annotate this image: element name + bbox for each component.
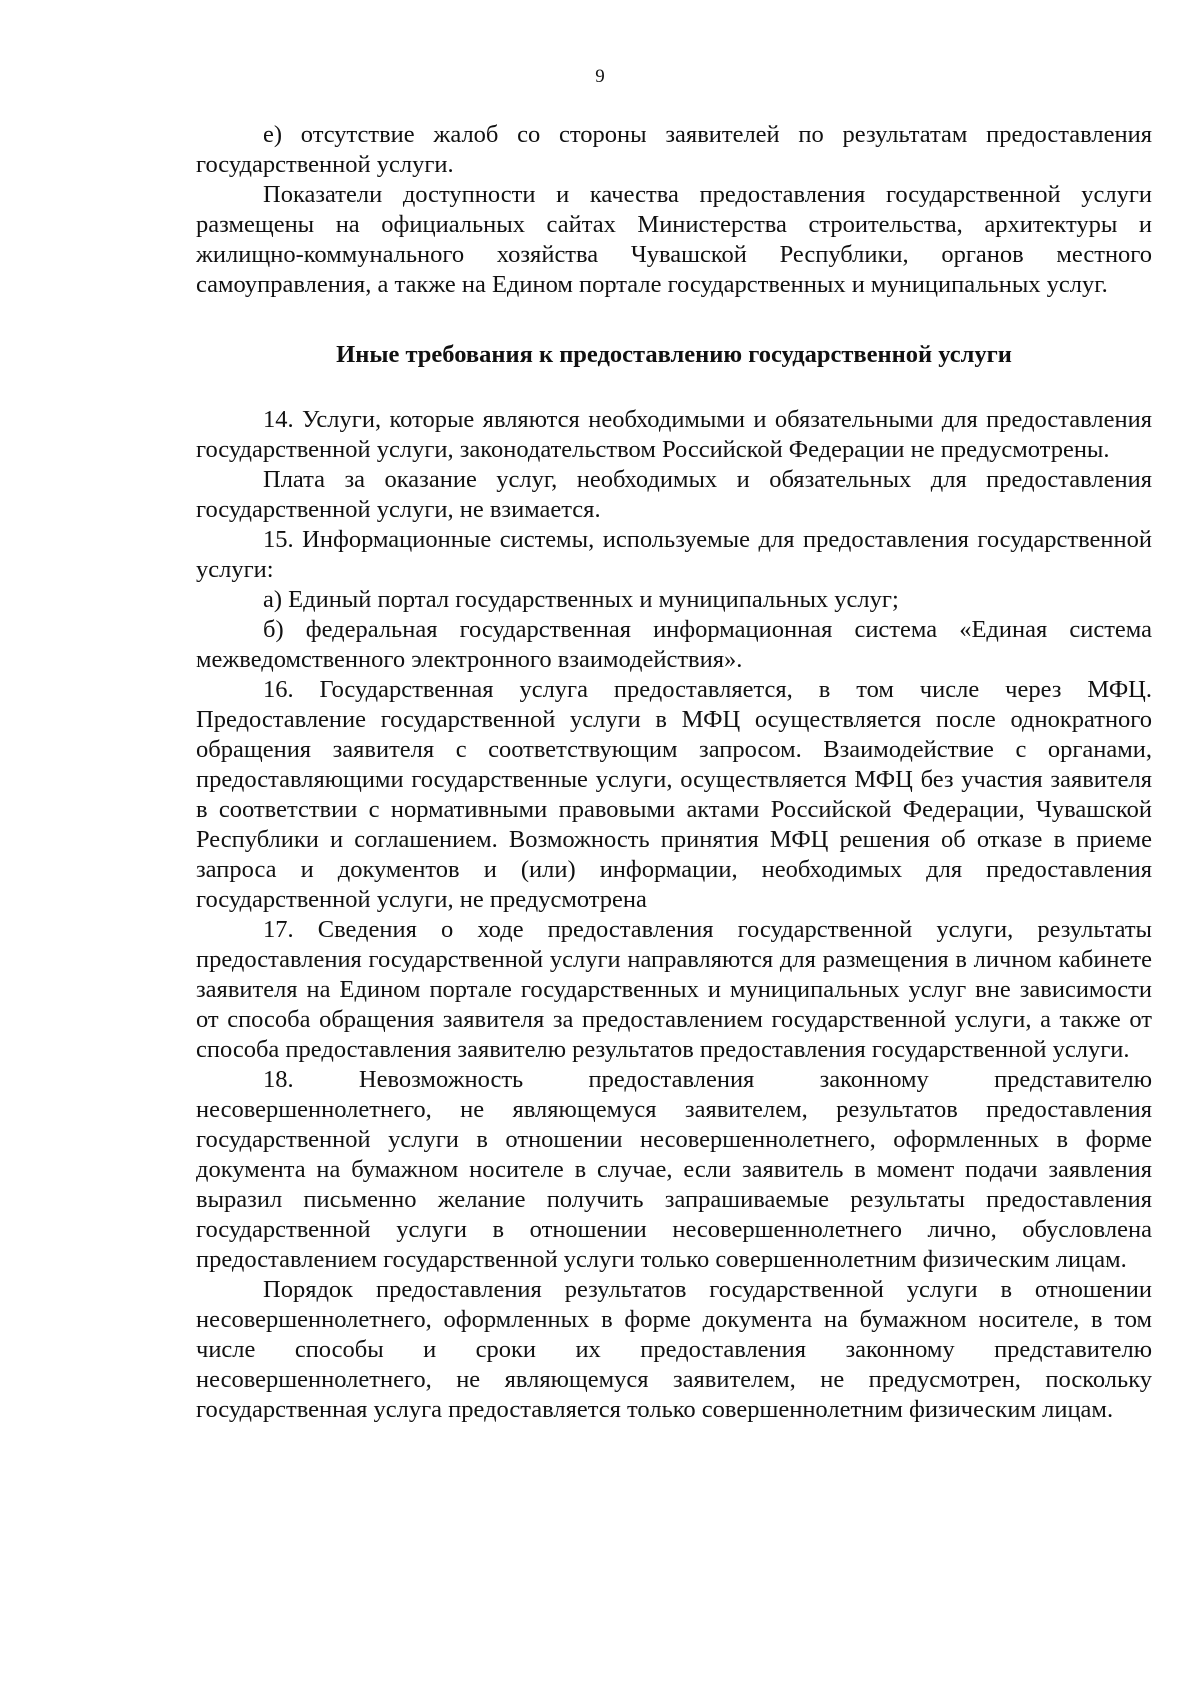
paragraph-procedure-minors: Порядок предоставления результатов государственной услуги в отношении несовершеннолетнего, оформленных в форме документа на бумажном носителе, в том числе способы и сроки их предоставления законному представителю несовершеннолетнего, не являющемуся заявителем, не предусмотрен, поскольку государственная услуга предоставляется только совершеннолетним физическим лицам. (196, 1276, 1152, 1423)
paragraph-15-info-systems: 15. Информационные системы, используемые для предоставления государственной услуги: (196, 526, 1152, 583)
page-number: 9 (595, 66, 605, 87)
paragraph-17-progress-info: 17. Сведения о ходе предоставления государственной услуги, результаты предоставления государственной услуги направляются для размещения в личном кабинете заявителя на Едином портале государственных и муниципальных услуг вне зависимости от способа обращения заявителя за предоставлением государственной услуги, а также от способа предоставления заявителю результатов предоставления государственной услуги. (196, 916, 1152, 1063)
section-heading: Иные требования к предоставлению государственной услуги (336, 341, 1012, 368)
paragraph-14-services: 14. Услуги, которые являются необходимыми и обязательными для предоставления государственной услуги, законодательством Российской Федерации не предусмотрены. (196, 406, 1152, 463)
paragraph-15a-portal: а) Единый портал государственных и муниципальных услуг; (263, 586, 899, 613)
paragraph-fee: Плата за оказание услуг, необходимых и обязательных для предоставления государственной услуги, не взимается. (196, 466, 1152, 523)
paragraph-18-minors: 18. Невозможность предоставления законному представителю несовершеннолетнего, не являющемуся заявителем, результатов предоставления государственной услуги в отношении несовершеннолетнего, оформленных в форме документа на бумажном носителе в случае, если заявитель в момент подачи заявления выразил письменно желание получить запрашиваемые результаты предоставления государственной услуги в отношении несовершеннолетнего лично, обусловлена предоставлением государственной услуги только совершеннолетним физическим лицам. (196, 1066, 1152, 1273)
paragraph-accessibility-indicators: Показатели доступности и качества предоставления государственной услуги размещены на официальных сайтах Министерства строительства, архитектуры и жилищно-коммунального хозяйства Чувашской Республики, органов местного самоуправления, а также на Едином портале государственных и муниципальных услуг. (196, 181, 1152, 298)
paragraph-15b-smev: б) федеральная государственная информационная система «Единая система межведомственного электронного взаимодействия». (196, 616, 1152, 673)
document-body (196, 120, 1152, 1425)
paragraph-e-no-complaints: е) отсутствие жалоб со стороны заявителей по результатам предоставления государственной услуги. (196, 121, 1152, 178)
paragraph-16-mfc: 16. Государственная услуга предоставляется, в том числе через МФЦ. Предоставление государственной услуги в МФЦ осуществляется после однократного обращения заявителя с соответствующим запросом. Взаимодействие с органами, предоставляющими государственные услуги, осуществляется МФЦ без участия заявителя в соответствии с нормативными правовыми актами Российской Федерации, Чувашской Республики и соглашением. Возможность принятия МФЦ решения об отказе в приеме запроса и документов и (или) информации, необходимых для предоставления государственной услуги, не предусмотрена (196, 676, 1152, 913)
